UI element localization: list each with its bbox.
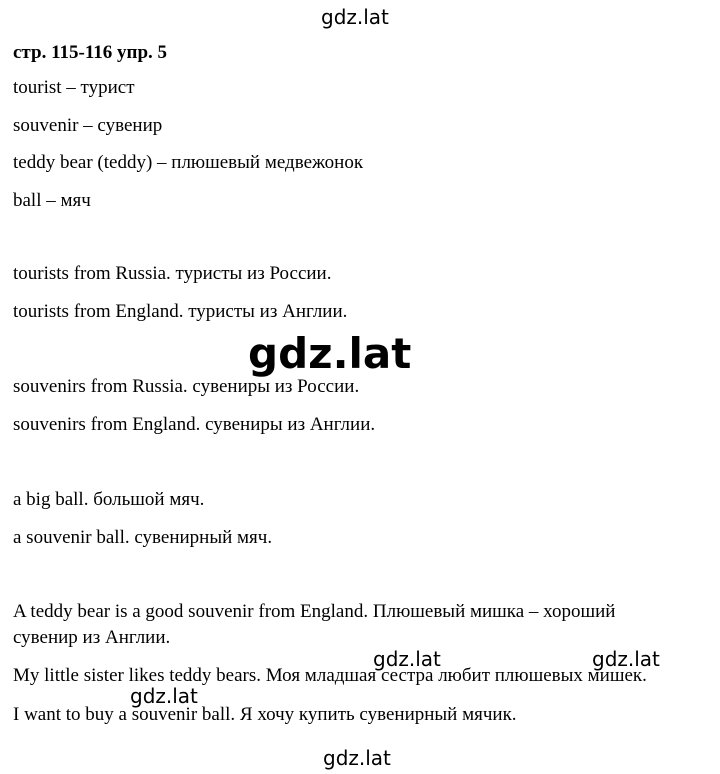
vocab-line-tourist: tourist – турист bbox=[13, 77, 135, 98]
phrase-souvenir-ball: a souvenir ball. сувенирный мяч. bbox=[13, 527, 273, 548]
watermark-middle-left: gdz.lat bbox=[373, 647, 441, 671]
sentence-buy-souvenir-ball: I want to buy a souvenir ball. Я хочу купить сувенирный мячик. bbox=[13, 704, 517, 725]
sentence-teddy-bear-souvenir-cont: сувенир из Англии. bbox=[13, 627, 171, 648]
exercise-heading: стр. 115-116 упр. 5 bbox=[13, 42, 168, 63]
phrase-souvenirs-england: souvenirs from England. сувениры из Англии. bbox=[13, 414, 376, 435]
watermark-center: gdz.lat bbox=[248, 329, 412, 378]
sentence-little-sister: My little sister likes teddy bears. Моя младшая сестра любит плюшевых мишек. bbox=[13, 665, 647, 686]
vocab-line-souvenir: souvenir – сувенир bbox=[13, 115, 163, 136]
phrase-souvenirs-russia: souvenirs from Russia. сувениры из России. bbox=[13, 376, 360, 397]
vocab-line-teddy-bear: teddy bear (teddy) – плюшевый медвежонок bbox=[13, 152, 364, 173]
vocab-line-ball: ball – мяч bbox=[13, 190, 91, 211]
watermark-middle-right: gdz.lat bbox=[592, 647, 660, 671]
watermark-bottom: gdz.lat bbox=[323, 746, 391, 770]
sentence-teddy-bear-souvenir: A teddy bear is a good souvenir from England. Плюшевый мишка – хороший bbox=[13, 601, 616, 622]
watermark-top: gdz.lat bbox=[321, 5, 389, 29]
watermark-lower-left: gdz.lat bbox=[130, 684, 198, 708]
phrase-big-ball: a big ball. большой мяч. bbox=[13, 489, 205, 510]
phrase-tourists-russia: tourists from Russia. туристы из России. bbox=[13, 263, 332, 284]
phrase-tourists-england: tourists from England. туристы из Англии. bbox=[13, 301, 348, 322]
